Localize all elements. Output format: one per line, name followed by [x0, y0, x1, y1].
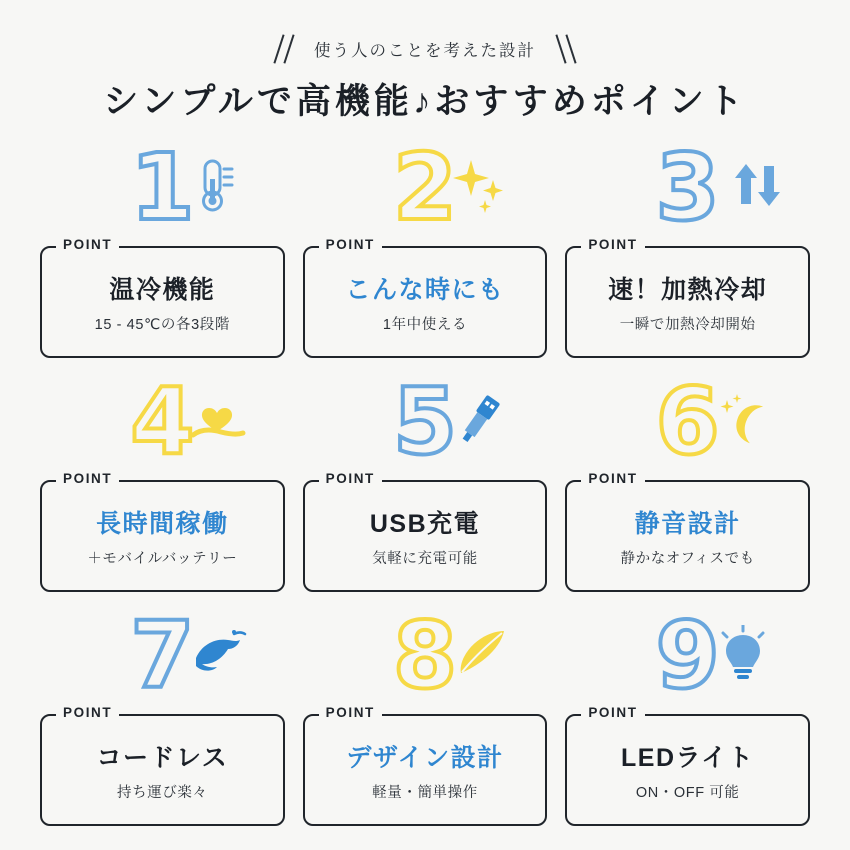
point-number: 9 [655, 602, 720, 709]
number-mask [123, 688, 201, 714]
point-card-2 [303, 134, 548, 358]
point-tag: POINT [56, 471, 119, 486]
point-subtitle: ＋モバイルバッテリー [87, 551, 238, 567]
number-mask [123, 454, 201, 480]
hand-heart-icon [187, 388, 249, 450]
point-number: 4 [130, 368, 195, 475]
point-title: デザイン設計 [346, 744, 504, 772]
usb-plug-icon [449, 388, 511, 450]
point-title: 静音設計 [634, 510, 741, 538]
page-header [40, 34, 810, 124]
point-card-body [303, 237, 548, 358]
point-card-body [303, 705, 548, 826]
point-tag: POINT [581, 705, 644, 720]
number-mask [386, 688, 464, 714]
sparkle-icon [449, 154, 511, 216]
point-tag: POINT [56, 705, 119, 720]
kicker-row [40, 34, 810, 64]
point-title: 長時間稼働 [96, 510, 229, 538]
point-card-7 [40, 602, 285, 826]
point-subtitle: 1年中使える [382, 317, 468, 333]
point-tag: POINT [319, 705, 382, 720]
points-grid [40, 134, 810, 826]
point-subtitle: 気軽に充電可能 [372, 551, 478, 567]
point-subtitle: ON・OFF 可能 [635, 785, 740, 801]
point-card-5 [303, 368, 548, 592]
point-card-body [303, 471, 548, 592]
point-card-body [565, 705, 810, 826]
up-down-arrows-icon [726, 154, 788, 216]
point-subtitle: 持ち運び楽々 [117, 785, 208, 801]
point-card-6 [565, 368, 810, 592]
point-card-4 [40, 368, 285, 592]
point-title: コードレス [96, 744, 229, 772]
point-title: USB充電 [369, 510, 481, 538]
point-number: 2 [392, 134, 457, 241]
page-title: シンプルで高機能♪おすすめポイント [103, 82, 747, 121]
number-mask [649, 688, 727, 714]
point-card-body [40, 471, 285, 592]
point-tag: POINT [319, 471, 382, 486]
point-tag: POINT [56, 237, 119, 252]
point-card-9 [565, 602, 810, 826]
point-card-3 [565, 134, 810, 358]
thermometer-icon [187, 154, 249, 216]
slash-right-decoration [550, 34, 576, 64]
point-title: こんな時にも [345, 276, 505, 304]
point-number: 6 [655, 368, 720, 475]
point-subtitle: 軽量・簡単操作 [372, 785, 478, 801]
number-mask [386, 454, 464, 480]
point-tag: POINT [581, 471, 644, 486]
point-tag: POINT [581, 237, 644, 252]
point-number: 7 [130, 602, 195, 709]
number-mask [649, 454, 727, 480]
moon-stars-icon [712, 388, 774, 450]
lightbulb-icon [712, 622, 774, 684]
point-subtitle: 15 - 45℃の各3段階 [94, 317, 230, 333]
point-card-body [40, 705, 285, 826]
point-card-body [565, 237, 810, 358]
point-number: 1 [130, 134, 195, 241]
point-number: 5 [392, 368, 457, 475]
point-subtitle: 一瞬で加熱冷却開始 [619, 317, 756, 333]
point-subtitle: 静かなオフィスでも [620, 551, 755, 567]
number-mask [123, 220, 201, 246]
bird-icon [187, 622, 249, 684]
kicker-text: 使う人のことを考えた設計 [314, 42, 536, 60]
point-title: 温冷機能 [109, 276, 216, 304]
number-mask [649, 220, 727, 246]
feather-icon [449, 622, 511, 684]
slash-left-decoration [274, 34, 300, 64]
point-card-body [565, 471, 810, 592]
point-number: 3 [655, 134, 720, 241]
point-card-body [40, 237, 285, 358]
point-card-8 [303, 602, 548, 826]
point-title: LEDライト [621, 744, 755, 772]
point-card-1 [40, 134, 285, 358]
point-number: 8 [392, 602, 457, 709]
point-tag: POINT [319, 237, 382, 252]
point-title: 速！加熱冷却 [608, 276, 768, 304]
number-mask [386, 220, 464, 246]
